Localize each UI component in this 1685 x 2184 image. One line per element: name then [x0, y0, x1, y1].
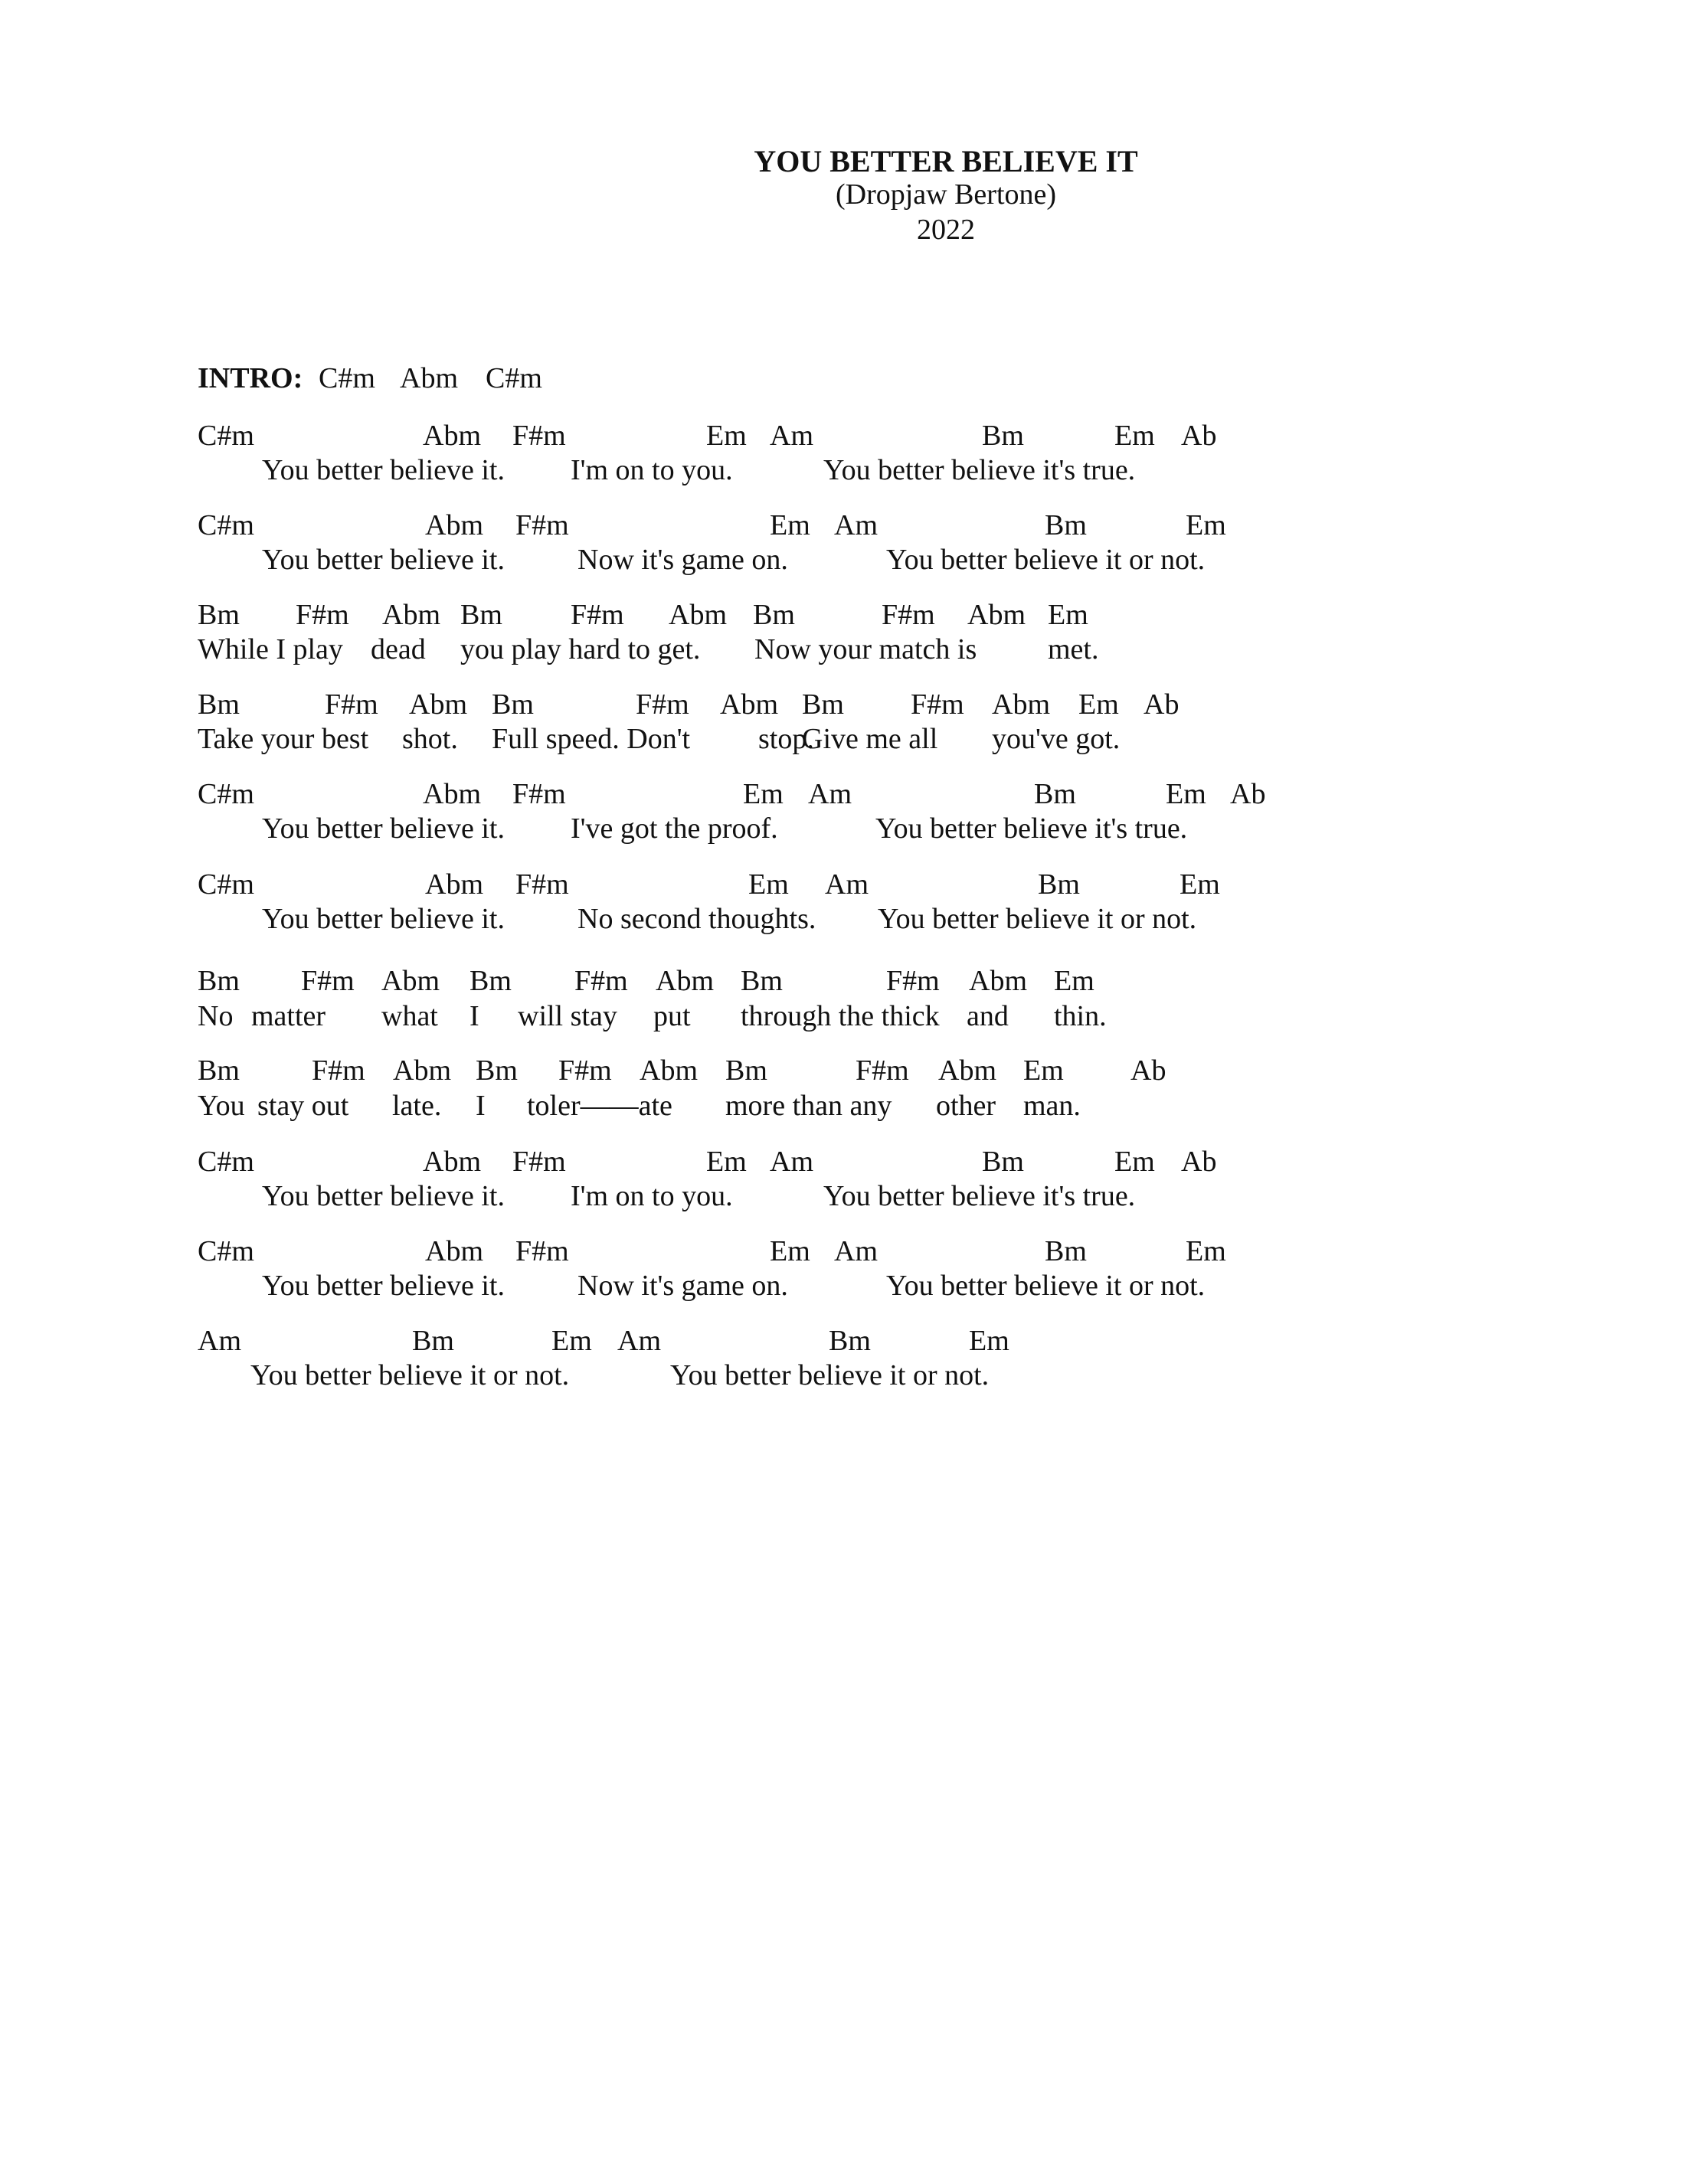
- chord: Am: [617, 1325, 661, 1357]
- chord: Abm: [423, 778, 481, 810]
- lyric: You better believe it's true.: [823, 1180, 1136, 1212]
- lyric: you play hard to get.: [460, 633, 701, 665]
- chord: Am: [770, 1146, 813, 1178]
- chord: F#m: [571, 599, 624, 631]
- chord: F#m: [312, 1054, 365, 1087]
- lyric: Now it's game on.: [577, 544, 788, 576]
- chord: Abm: [425, 868, 483, 901]
- lyric: stop.: [758, 723, 814, 755]
- intro-chord: Abm: [400, 362, 458, 394]
- chord: Ab: [1181, 420, 1217, 452]
- chord: F#m: [512, 420, 566, 452]
- chord: Em: [770, 509, 810, 541]
- chord: F#m: [574, 965, 628, 997]
- lyric: You better believe it or not.: [886, 1270, 1206, 1302]
- chord: F#m: [911, 688, 964, 721]
- chord: Abm: [656, 965, 714, 997]
- lyric: You better believe it or not.: [878, 903, 1197, 935]
- chord: Bm: [1034, 778, 1076, 810]
- lyric: I'm on to you.: [571, 1180, 733, 1212]
- chord: Bm: [492, 688, 534, 721]
- chord: Abm: [409, 688, 467, 721]
- chord: Abm: [969, 965, 1027, 997]
- chord: Bm: [982, 1146, 1024, 1178]
- chord: Bm: [476, 1054, 518, 1087]
- lyric: I: [476, 1090, 486, 1122]
- chord: F#m: [856, 1054, 909, 1087]
- song-artist: (Dropjaw Bertone): [835, 178, 1057, 211]
- lyric: thin.: [1054, 1000, 1107, 1032]
- chord: C#m: [198, 778, 254, 810]
- lyric: will stay: [518, 1000, 617, 1032]
- chord: F#m: [296, 599, 349, 631]
- lyric: stay out: [257, 1090, 349, 1122]
- chord: Bm: [802, 688, 844, 721]
- intro-chord: C#m: [319, 362, 375, 394]
- chord: F#m: [512, 1146, 566, 1178]
- chord: Em: [1078, 688, 1119, 721]
- chord: Bm: [982, 420, 1024, 452]
- lyric: You better believe it.: [262, 812, 505, 845]
- chord: Abm: [423, 1146, 481, 1178]
- chord: F#m: [325, 688, 378, 721]
- chord: F#m: [512, 778, 566, 810]
- chord: Ab: [1230, 778, 1266, 810]
- lyric: and: [967, 1000, 1009, 1032]
- lyric: No second thoughts.: [577, 903, 816, 935]
- lyric: toler——ate: [527, 1090, 672, 1122]
- lyric: You: [198, 1090, 245, 1122]
- lyric: You better believe it.: [262, 544, 505, 576]
- chord: Ab: [1144, 688, 1180, 721]
- lyric: You better believe it or not.: [886, 544, 1206, 576]
- chord: Abm: [381, 965, 440, 997]
- lyric: You better believe it.: [262, 1180, 505, 1212]
- chord: Abm: [393, 1054, 451, 1087]
- chord: C#m: [198, 420, 254, 452]
- chord: Bm: [412, 1325, 454, 1357]
- chord: Bm: [1045, 1235, 1087, 1267]
- chord: Em: [551, 1325, 592, 1357]
- chord: Em: [1048, 599, 1088, 631]
- chord: Em: [706, 420, 747, 452]
- chord: F#m: [558, 1054, 612, 1087]
- lyric: You better believe it or not.: [250, 1359, 570, 1391]
- chord: Abm: [640, 1054, 698, 1087]
- chord: Em: [706, 1146, 747, 1178]
- chord: Abm: [669, 599, 727, 631]
- chord: Bm: [198, 599, 240, 631]
- chord: Am: [834, 1235, 878, 1267]
- lyric: Take your best: [198, 723, 369, 755]
- lyric: You better believe it's true.: [875, 812, 1188, 845]
- chord: Am: [198, 1325, 241, 1357]
- intro-label: INTRO:: [198, 362, 303, 394]
- chord: Bm: [829, 1325, 871, 1357]
- lyric: put: [653, 1000, 691, 1032]
- chord: Em: [1114, 420, 1155, 452]
- chord: Em: [1180, 868, 1220, 901]
- lyric: matter: [251, 1000, 326, 1032]
- chord: F#m: [301, 965, 355, 997]
- lyric: Full speed. Don't: [492, 723, 691, 755]
- lyric: met.: [1048, 633, 1099, 665]
- chord: Bm: [198, 688, 240, 721]
- lyric: You better believe it or not.: [670, 1359, 990, 1391]
- lyric: Now it's game on.: [577, 1270, 788, 1302]
- intro-chord: C#m: [486, 362, 542, 394]
- lyric: I: [470, 1000, 479, 1032]
- chord: Bm: [198, 1054, 240, 1087]
- lyric: I'm on to you.: [571, 454, 733, 486]
- lyric: You better believe it's true.: [823, 454, 1136, 486]
- chord: Abm: [967, 599, 1026, 631]
- chord: Abm: [425, 509, 483, 541]
- lyric: I've got the proof.: [571, 812, 778, 845]
- chord: Em: [1023, 1054, 1064, 1087]
- lyric: more than any: [725, 1090, 892, 1122]
- chord: Bm: [1045, 509, 1087, 541]
- chord: Abm: [992, 688, 1050, 721]
- lyric: late.: [392, 1090, 442, 1122]
- chord: Bm: [198, 965, 240, 997]
- chord: Ab: [1181, 1146, 1217, 1178]
- chord: C#m: [198, 1235, 254, 1267]
- chord: Em: [1166, 778, 1206, 810]
- lyric: dead: [371, 633, 426, 665]
- chord: Em: [743, 778, 784, 810]
- chord: Ab: [1130, 1054, 1166, 1087]
- song-title: YOU BETTER BELIEVE IT: [754, 144, 1138, 178]
- chord: Bm: [725, 1054, 767, 1087]
- lyric: No: [198, 1000, 234, 1032]
- chord: Bm: [1038, 868, 1080, 901]
- chord: Bm: [460, 599, 502, 631]
- chord: Bm: [470, 965, 512, 997]
- chord: Em: [1114, 1146, 1155, 1178]
- chord: Abm: [425, 1235, 483, 1267]
- lyric: Now your match is: [754, 633, 977, 665]
- chord: Abm: [382, 599, 440, 631]
- chord: F#m: [882, 599, 935, 631]
- lyric: You better believe it.: [262, 903, 505, 935]
- chord: Em: [770, 1235, 810, 1267]
- chord: C#m: [198, 509, 254, 541]
- chord: C#m: [198, 868, 254, 901]
- chord: Abm: [938, 1054, 996, 1087]
- chord: F#m: [515, 868, 569, 901]
- chord: F#m: [515, 1235, 569, 1267]
- chord: Bm: [741, 965, 783, 997]
- chord: Am: [825, 868, 869, 901]
- chord: Am: [808, 778, 852, 810]
- chord: Am: [834, 509, 878, 541]
- song-year: 2022: [917, 214, 975, 246]
- chord: F#m: [636, 688, 689, 721]
- chord: Em: [1186, 1235, 1226, 1267]
- lyric: what: [381, 1000, 438, 1032]
- lyric: While I play: [198, 633, 343, 665]
- chord: Em: [748, 868, 789, 901]
- lyric: Give me all: [802, 723, 938, 755]
- chord: F#m: [515, 509, 569, 541]
- lyric: shot.: [402, 723, 458, 755]
- lyric: man.: [1023, 1090, 1081, 1122]
- chord: Bm: [753, 599, 795, 631]
- chord: F#m: [886, 965, 940, 997]
- lyric: you've got.: [992, 723, 1121, 755]
- chord: C#m: [198, 1146, 254, 1178]
- chord: Em: [969, 1325, 1009, 1357]
- lyric: through the thick: [741, 1000, 940, 1032]
- lyric: You better believe it.: [262, 454, 505, 486]
- chord: Abm: [720, 688, 778, 721]
- chord: Em: [1186, 509, 1226, 541]
- chord: Am: [770, 420, 813, 452]
- chord: Abm: [423, 420, 481, 452]
- lyric: other: [936, 1090, 996, 1122]
- chord: Em: [1054, 965, 1094, 997]
- lyric: You better believe it.: [262, 1270, 505, 1302]
